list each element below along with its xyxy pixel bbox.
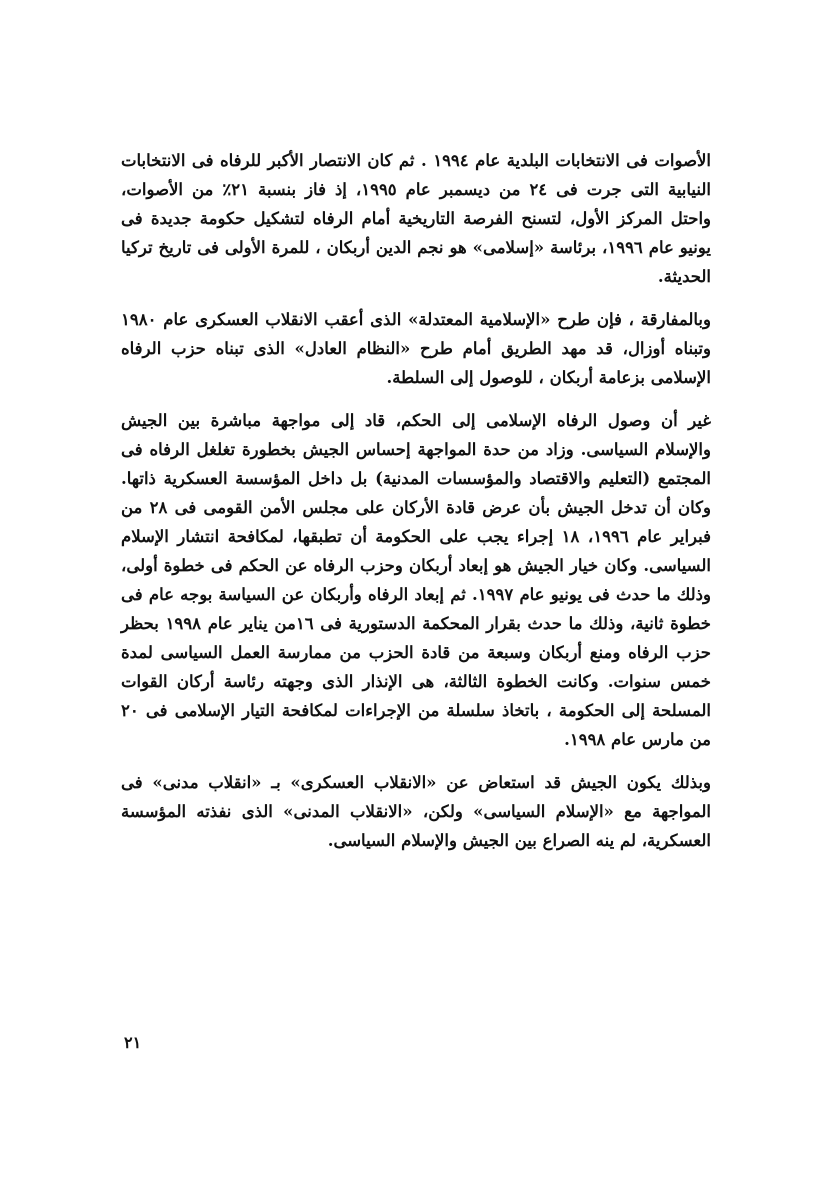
body-text bbox=[121, 146, 711, 869]
paragraph-2: وبالمفارقة ، فإن طرح «الإسلامية المعتدلة» الذى أعقب الانقلاب العسكرى عام ١٩٨٠ وتبناه أوزال، قد مهد الطريق أمام طرح «النظام العادل» الذى تبناه حزب الرفاه الإسلامى بزعامة أربكان ، للوصول إلى السلطة. bbox=[121, 310, 711, 387]
paragraph-3: غير أن وصول الرفاه الإسلامى إلى الحكم، قاد إلى مواجهة مباشرة بين الجيش والإسلام السياسى. وزاد من حدة المواجهة إحساس الجيش بخطورة تغلغل الرفاه فى المجتمع (التعليم والاقتصاد والمؤسسات المدنية) بل داخل المؤسسة العسكرية ذاتها. وكان أن تدخل الجيش بأن عرض قادة الأركان على مجلس الأمن القومى فى ٢٨ من فبراير عام ١٩٩٦، ١٨ إجراء يجب على الحكومة أن تطبقها، لمكافحة انتشار الإسلام السياسى. وكان خيار الجيش هو إبعاد أربكان وحزب الرفاه عن الحكم فى خطوة أولى، وذلك ما حدث فى يونيو عام ١٩٩٧. ثم إبعاد الرفاه وأربكان عن السياسة بوجه عام فى خطوة ثانية، وذلك ما حدث بقرار المحكمة الدستورية فى ١٦من يناير عام ١٩٩٨ بحظر حزب الرفاه ومنع أربكان وسبعة من قادة الحزب من ممارسة العمل السياسى لمدة خمس سنوات. وكانت الخطوة الثالثة، هى الإنذار الذى وجهته رئاسة أركان القوات المسلحة إلى الحكومة ، باتخاذ سلسلة من الإجراءات لمكافحة التيار الإسلامى فى ٢٠ من مارس عام ١٩٩٨. bbox=[121, 411, 712, 749]
paragraph-4: وبذلك يكون الجيش قد استعاض عن «الانقلاب العسكرى» بـ «انقلاب مدنى» فى المواجهة مع «الإسلام السياسى» ولكن، «الانقلاب المدنى» الذى نفذته المؤسسة العسكرية، لم ينه الصراع بين الجيش والإسلام السياسى. bbox=[121, 773, 711, 850]
page-number: ٢١ bbox=[124, 1033, 142, 1052]
paragraph-1: الأصوات فى الانتخابات البلدية عام ١٩٩٤ . ثم كان الانتصار الأكبر للرفاه فى الانتخابات النيابية التى جرت فى ٢٤ من ديسمبر عام ١٩٩٥، إذ فاز بنسبة ٢١٪ من الأصوات، واحتل المركز الأول، لتسنح الفرصة التاريخية أمام الرفاه لتشكيل حكومة جديدة فى يونيو عام ١٩٩٦، برئاسة «إسلامى» هو نجم الدين أربكان ، للمرة الأولى فى تاريخ تركيا الحديثة. bbox=[121, 151, 712, 286]
